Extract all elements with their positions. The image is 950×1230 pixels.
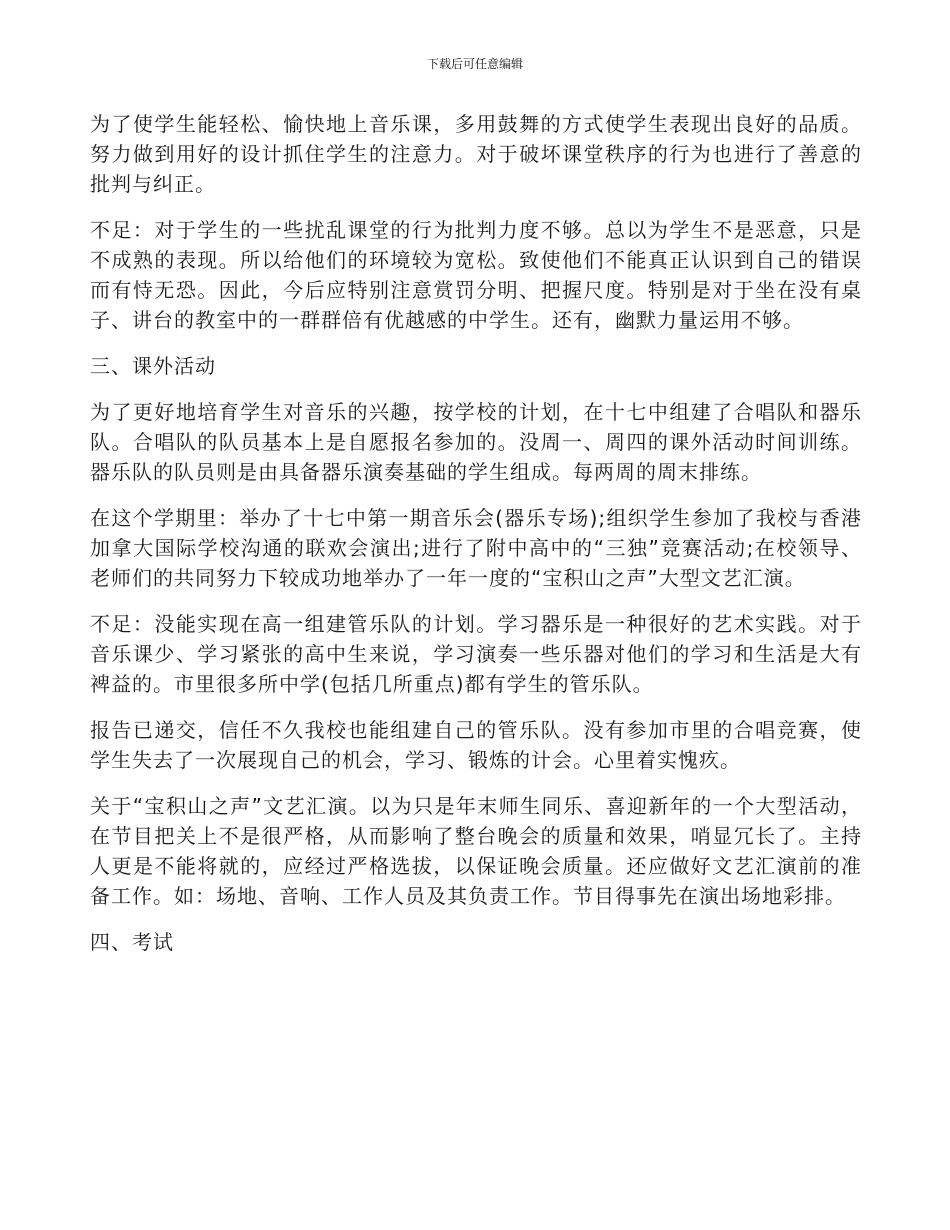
paragraph-classroom-encouragement: 为了使学生能轻松、愉快地上音乐课，多用鼓舞的方式使学生表现出良好的品质。努力做到用好的设计抓住学生的注意力。对于破坏课堂秩序的行为也进行了善意的批判与纠正。 <box>90 112 862 196</box>
document-body <box>90 109 862 973</box>
section-heading-extracurricular: 三、课外活动 <box>90 354 216 378</box>
paragraph-art-gala-review: 关于“宝积山之声”文艺汇演。以为只是年末师生同乐、喜迎新年的一个大型活动，在节目把关上不是很严格，从而影响了整台晚会的质量和效果，哨显冗长了。主持人更是不能将就的，应经过严格选拔，以保证晚会质量。还应做好文艺汇演前的准备工作。如：场地、音响、工作人员及其负责工作。节目得事先在演出场地彩排。 <box>90 794 862 908</box>
paragraph-wind-band-shortcomings: 不足：没能实现在高一组建管乐队的计划。学习器乐是一种很好的艺术实践。对于音乐课少、学习紧张的高中生来说，学习演奏一些乐器对他们的学习和生活是大有裨益的。市里很多所中学(包括几所重点)都有学生的管乐队。 <box>90 612 862 696</box>
paragraph-classroom-shortcomings: 不足：对于学生的一些扰乱课堂的行为批判力度不够。总以为学生不是恶意，只是不成熟的表现。所以给他们的环境较为宽松。致使他们不能真正认识到自己的错误而有恃无恐。因此，今后应特别注意赏罚分明、把握尺度。特别是对于坐在没有桌子、讲台的教室中的一群群倍有优越感的中学生。还有，幽默力量运用不够。 <box>90 218 862 332</box>
section-heading-exam: 四、考试 <box>90 930 174 954</box>
page-header: 下载后可任意编辑 <box>426 57 523 71</box>
paragraph-semester-events: 在这个学期里：举办了十七中第一期音乐会(器乐专场);组织学生参加了我校与香港加拿大国际学校沟通的联欢会演出;进行了附中高中的“三独”竞赛活动;在校领导、老师们的共同努力下较成功地举办了一年一度的“宝积山之声”大型文艺汇演。 <box>90 506 862 590</box>
paragraph-choir-band-formation: 为了更好地培育学生对音乐的兴趣，按学校的计划，在十七中组建了合唱队和器乐队。合唱队的队员基本上是自愿报名参加的。没周一、周四的课外活动时间训练。器乐队的队员则是由具备器乐演奏基础的学生组成。每两周的周末排练。 <box>90 400 862 484</box>
paragraph-report-submitted: 报告已递交，信任不久我校也能组建自己的管乐队。没有参加市里的合唱竞赛，使学生失去了一次展现自己的机会，学习、锻炼的计会。心里着实愧疚。 <box>90 718 862 772</box>
